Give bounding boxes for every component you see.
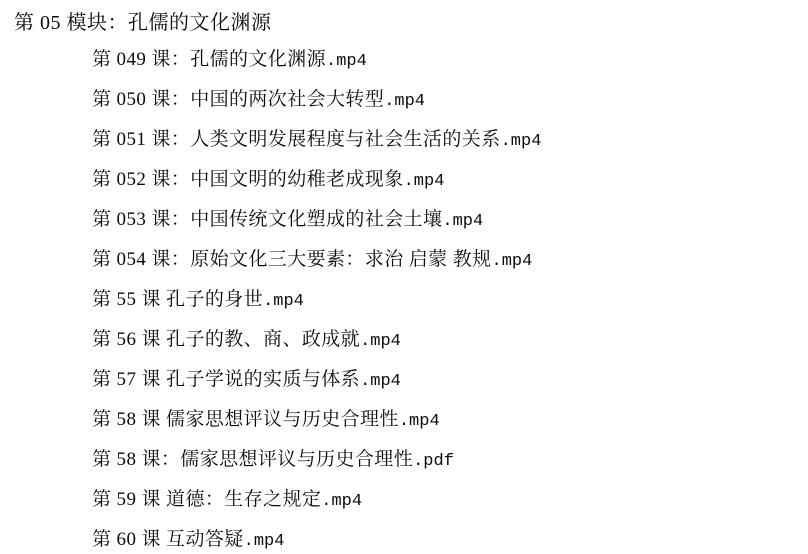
- lesson-name: 第 051 课：人类文明发展程度与社会生活的关系: [92, 129, 501, 150]
- lesson-extension: .mp4: [321, 492, 363, 511]
- lesson-extension: .mp4: [500, 132, 542, 151]
- lesson-name: 第 56 课 孔子的教、商、政成就: [92, 329, 361, 350]
- lesson-extension: .mp4: [442, 212, 484, 231]
- lesson-name: 第 58 课 儒家思想评议与历史合理性: [92, 409, 399, 430]
- lesson-name: 第 60 课 互动答疑: [92, 529, 244, 550]
- lesson-list: [0, 48, 808, 554]
- lesson-name: 第 57 课 孔子学说的实质与体系: [92, 369, 361, 390]
- lesson-name: 第 053 课：中国传统文化塑成的社会土壤: [92, 209, 443, 230]
- lesson-extension: .mp4: [398, 412, 440, 431]
- lesson-extension: .mp4: [360, 372, 401, 391]
- lesson-extension: .mp4: [360, 332, 401, 351]
- lesson-name: 第 049 课：孔儒的文化渊源: [92, 49, 327, 70]
- list-item: [92, 528, 808, 554]
- list-item: [92, 408, 808, 434]
- lesson-name: 第 59 课 道德：生存之规定: [92, 489, 322, 510]
- list-item: [92, 88, 808, 114]
- list-item: [92, 248, 808, 274]
- lesson-extension: .mp4: [403, 172, 445, 191]
- lesson-extension: .pdf: [413, 452, 454, 471]
- lesson-name: 第 55 课 孔子的身世: [92, 289, 264, 310]
- list-item: [92, 488, 808, 514]
- lesson-name: 第 58 课：儒家思想评议与历史合理性: [92, 449, 414, 470]
- list-item: [92, 208, 808, 234]
- lesson-extension: .mp4: [326, 52, 367, 71]
- list-item: [92, 168, 808, 194]
- list-item: [92, 48, 808, 74]
- list-item: [92, 288, 808, 314]
- lesson-name: 第 054 课：原始文化三大要素：求治 启蒙 教规: [92, 249, 492, 270]
- lesson-extension: .mp4: [263, 292, 304, 311]
- list-item: [92, 448, 808, 474]
- list-item: [92, 328, 808, 354]
- lesson-name: 第 052 课：中国文明的幼稚老成现象: [92, 169, 404, 190]
- list-item: [92, 368, 808, 394]
- module-title: 第 05 模块：孔儒的文化渊源: [14, 12, 272, 34]
- lesson-extension: .mp4: [384, 92, 426, 111]
- lesson-extension: .mp4: [491, 252, 533, 271]
- lesson-extension: .mp4: [243, 532, 285, 551]
- list-item: [92, 128, 808, 154]
- lesson-name: 第 050 课：中国的两次社会大转型: [92, 89, 385, 110]
